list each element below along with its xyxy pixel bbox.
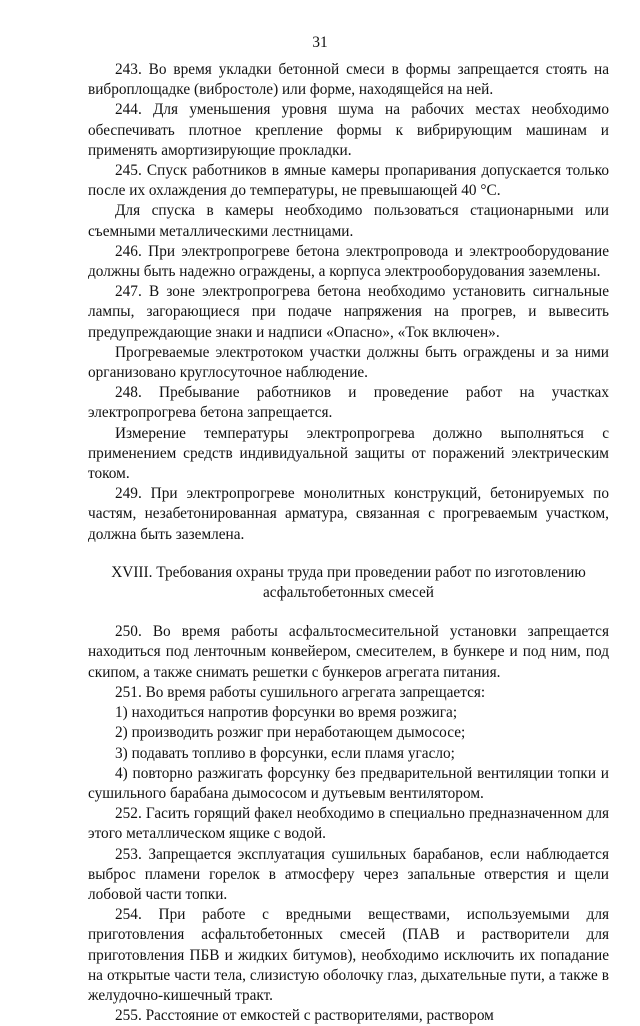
paragraph: 246. При электропрогреве бетона электропровода и электрооборудование должны быть надежно ограждены, а корпуса электрооборудования заземлены. — [88, 242, 609, 281]
paragraph: 252. Гасить горящий факел необходимо в специально предназначенном для этого металлическом ящике с водой. — [88, 805, 609, 843]
paragraph: 244. Для уменьшения уровня шума на рабочих местах необходимо обеспечивать плотное крепление формы к вибрирующим машинам и применять амортизирующие прокладки. — [88, 101, 609, 159]
section-heading-line: асфальтобетонных смесей — [263, 584, 434, 602]
paragraph: 247. В зоне электропрогрева бетона необходимо установить сигнальные лампы, загорающиеся при подаче напряжения на прогрев, и вывесить предупреждающие знаки и надписи «Опасно», «Ток включен». — [88, 283, 609, 341]
page-number: 31 — [312, 34, 328, 51]
paragraph: 253. Запрещается эксплуатация сушильных барабанов, если наблюдается выброс пламени горелок в атмосферу через запальные отверстия и щели лобовой части топки. — [88, 845, 609, 903]
paragraph: 2) производить розжиг при неработающем дымососе; — [115, 724, 466, 742]
paragraph: 249. При электропрогреве монолитных конструкций, бетонируемых по частям, незабетонированная арматура, связанная с прогреваемым участком, должна быть заземлена. — [88, 485, 609, 543]
paragraph: 251. Во время работы сушильного агрегата запрещается: — [115, 683, 486, 701]
section-heading — [88, 563, 609, 603]
paragraph: 245. Спуск работников в ямные камеры пропаривания допускается только после их охлаждения до температуры, не превышающей 40 °С. — [88, 162, 609, 200]
paragraph: Для спуска в камеры необходимо пользоваться стационарными или съемными металлическими лестницами. — [88, 202, 609, 240]
paragraph: Прогреваемые электротоком участки должны быть ограждены и за ними организовано круглосуточное наблюдение. — [88, 343, 609, 382]
paragraph: 243. Во время укладки бетонной смеси в формы запрещается стоять на виброплощадке (вибростоле) или форме, находящейся на ней. — [88, 61, 609, 99]
paragraph: 3) подавать топливо в форсунки, если пламя угасло; — [115, 744, 455, 762]
paragraph: 254. При работе с вредными веществами, используемыми для приготовления асфальтобетонных смесей (ПАВ и растворители для приготовления ПБВ и жидких битумов), необходимо исключить их попадание на открытые части тела, слизистую оболочку глаз, дыхательные пути, а также в желудочно-кишечный тракт. — [88, 906, 609, 1004]
paragraph: 248. Пребывание работников и проведение работ на участках электропрогрева бетона запрещается. — [88, 384, 609, 422]
paragraph: 4) повторно разжигать форсунку без предварительной вентиляции топки и сушильного барабана дымососом и дутьевым вентилятором. — [88, 764, 609, 802]
paragraph: 250. Во время работы асфальтосмесительной установки запрещается находиться под ленточным конвейером, смесителем, в бункере и под ним, под скипом, а также снимать решетки с бункеров агрегата питания. — [88, 623, 609, 681]
section-heading-line: XVIII. Требования охраны труда при проведении работ по изготовлению — [111, 563, 586, 581]
paragraph: 1) находиться напротив форсунки во время розжига; — [115, 704, 458, 722]
paragraph: Измерение температуры электропрогрева должно выполняться с применением средств индивидуальной защиты от поражений электрическим током. — [88, 424, 609, 483]
document-body — [88, 60, 609, 1026]
paragraph: 255. Расстояние от емкостей с растворителями, раствором — [115, 1007, 494, 1025]
